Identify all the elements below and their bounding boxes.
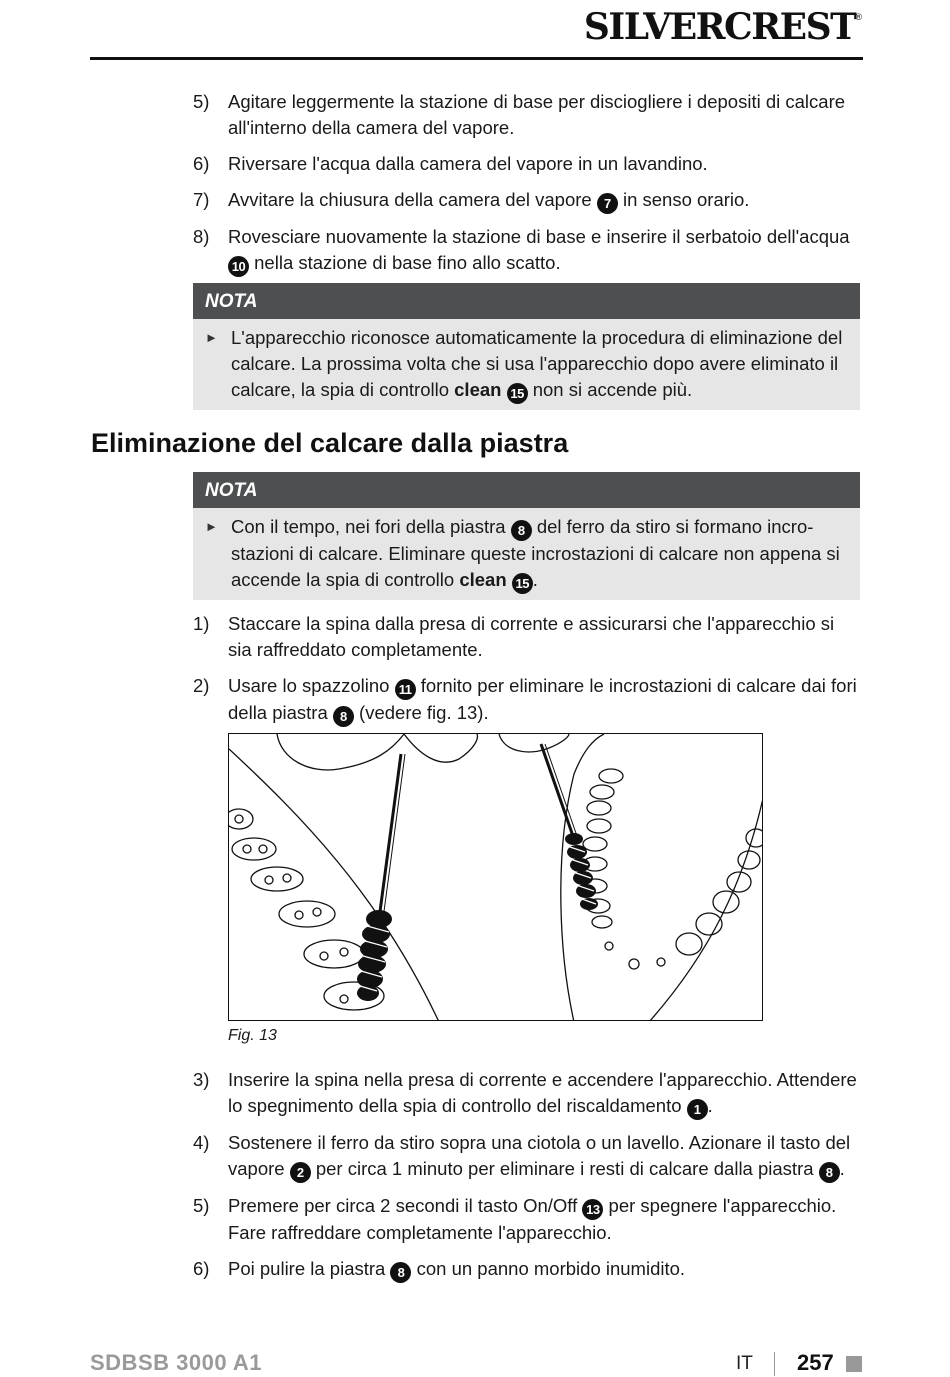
step-bottom-6: 6) Poi pulire la piastra 8 con un panno morbido inumidito. — [193, 1256, 860, 1283]
section-title: Eliminazione del calcare dalla piastra — [91, 428, 569, 458]
header-rule — [90, 57, 863, 60]
footer-language: IT — [736, 1353, 753, 1374]
figure-brush-cleaning — [228, 733, 763, 1021]
steps-bottom — [193, 1067, 860, 1283]
step-top-7: 7) Avvitare la chiusura della camera del vapore 7 in senso orario. — [193, 187, 860, 214]
step-bottom-3: 3) Inserire la spina nella presa di corrente e accendere l'apparecchio. Attendere lo spegnimento della spia di controllo del riscaldamento 1 . — [193, 1067, 860, 1120]
arrow-right-icon: ► — [205, 519, 218, 534]
step-mid-1: 1) Staccare la spina dalla presa di corrente e assicurarsi che l'apparecchio si sia raffreddato completamente. — [193, 613, 835, 660]
step-bottom-5: 5) Premere per circa 2 secondi il tasto On/Off 13 per spegnere l'apparecchio. Fare raffreddare completamente l'apparecchio. — [193, 1195, 837, 1243]
footer-model: SDBSB 3000 A1 — [90, 1350, 262, 1375]
note-title: NOTA — [193, 283, 860, 319]
arrow-right-icon: ► — [205, 330, 218, 345]
step-bottom-4: 4) Sostenere il ferro da stiro sopra una ciotola o un lavello. Azionare il tasto del vapore 2 per circa 1 minuto per eliminare i resti di calcare dalla piastra 8 . — [193, 1130, 860, 1183]
ref-badge: 11 — [395, 679, 416, 700]
footer-separator — [774, 1352, 775, 1376]
ref-badge: 8 — [390, 1262, 411, 1283]
ref-badge: 15 — [507, 383, 528, 404]
ref-badge: 8 — [511, 520, 532, 541]
ref-badge: 1 — [687, 1099, 708, 1120]
ref-badge: 10 — [228, 256, 249, 277]
ref-badge: 15 — [512, 573, 533, 594]
footer-square-icon — [846, 1356, 862, 1372]
steps-mid — [193, 611, 860, 727]
note-body: ► Con il tempo, nei fori della piastra 8 del ferro da stiro si formano incro-stazioni di calcare. Eliminare queste incrostazioni di calcare non appena si accende la spia di controllo clean 15 . — [193, 508, 860, 600]
step-mid-2: 2) Usare lo spazzolino 11 fornito per eliminare le incrostazioni di calcare dai fori della piastra 8 (vedere fig. 13). — [193, 673, 860, 727]
step-top-6: 6) Riversare l'acqua dalla camera del vapore in un lavandino. — [193, 153, 708, 174]
note-box-1 — [193, 283, 860, 410]
note-title: NOTA — [193, 472, 860, 508]
step-top-8: 8) Rovesciare nuovamente la stazione di base e inserire il serbatoio dell'acqua 10 nella stazione di base fino allo scatto. — [193, 224, 860, 277]
step-top-5: 5) Agitare leggermente la stazione di base per disciogliere i depositi di calcare all'interno della camera del vapore. — [193, 91, 846, 138]
brush-illustration — [229, 734, 763, 1021]
ref-badge: 7 — [597, 193, 618, 214]
ref-badge: 8 — [333, 706, 354, 727]
brand-logo: SILVERCREST® — [583, 6, 862, 48]
figure-caption: Fig. 13 — [228, 1027, 277, 1044]
ref-badge: 8 — [819, 1162, 840, 1183]
ref-badge: 13 — [582, 1199, 603, 1220]
note-box-2 — [193, 472, 860, 600]
steps-top — [193, 89, 860, 277]
ref-badge: 2 — [290, 1162, 311, 1183]
page-number: 257 — [797, 1350, 834, 1375]
note-body: ► L'apparecchio riconosce automaticamente la procedura di eliminazione del calcare. La prossima volta che si usa l'apparecchio dopo avere eliminato il calcare, la spia di controllo clean 15 non si accende più. — [193, 319, 860, 410]
